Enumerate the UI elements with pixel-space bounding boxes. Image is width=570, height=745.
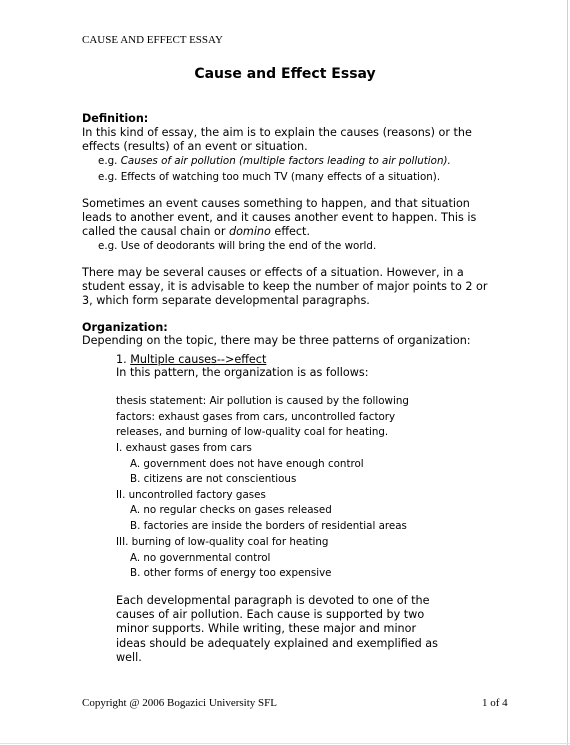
page-edge-bottom [0, 743, 570, 744]
definition-text: In this kind of essay, the aim is to explain the causes (reasons) or the effects (results) of an event or situation. [82, 126, 472, 154]
pattern-name: Multiple causes-->effect [130, 353, 267, 366]
running-header: CAUSE AND EFFECT ESSAY [82, 34, 223, 46]
pattern-1-intro: In this pattern, the organization is as follows: [116, 366, 369, 379]
causal-chain-text: Sometimes an event causes something to happen, and that situation leads to another event, and it causes another event to happen. This is called the causal chain or [82, 197, 477, 239]
outline-point-2b: B. factories are inside the borders of residential areas [130, 520, 407, 532]
organization-heading: Organization: [82, 321, 168, 334]
definition-example-1 [98, 154, 451, 170]
footer-copyright: Copyright @ 2006 Bogazici University SFL [82, 697, 277, 709]
several-causes-paragraph: There may be several causes or effects of a situation. However, in a student essay, it is advisable to keep the number of major points to 2 or 3, which form separate developmental paragraphs. [82, 266, 488, 308]
footer-page-number: 1 of 4 [482, 697, 508, 709]
causal-chain-example: e.g. Use of deodorants will bring the end of the world. [98, 240, 377, 252]
organization-intro: Depending on the topic, there may be three patterns of organization: [82, 334, 471, 347]
outline-point-1b: B. citizens are not conscientious [130, 473, 297, 485]
closing-paragraph: Each developmental paragraph is devoted to one of the causes of air pollution. Each cause is supported by two minor supports. While writing, these major and minor ideas should be adequately explained and exemplified as well. [116, 594, 438, 664]
page-edge-right [567, 0, 568, 745]
outline-point-3b: B. other forms of energy too expensive [130, 567, 332, 579]
causal-chain-italic: domino [228, 225, 271, 239]
pattern-number: 1. [116, 353, 131, 366]
outline-point-2: II. uncontrolled factory gases [116, 489, 266, 501]
example-prefix: e.g. [98, 155, 121, 167]
causal-chain-paragraph [82, 197, 492, 240]
definition-example-2: e.g. Effects of watching too much TV (many effects of a situation). [98, 171, 441, 183]
outline-point-2a: A. no regular checks on gases released [130, 504, 332, 516]
causal-chain-end: effect. [270, 225, 310, 239]
outline-point-3: III. burning of low-quality coal for heating [116, 536, 329, 548]
outline-point-1: I. exhaust gases from cars [116, 442, 252, 454]
outline-point-1a: A. government does not have enough control [130, 458, 364, 470]
outline-thesis: thesis statement: Air pollution is caused by the following factors: exhaust gases from cars, uncontrolled factory releases, and burning of low-quality coal for heating. [116, 395, 409, 439]
outline-point-3a: A. no governmental control [130, 552, 271, 564]
example-text: Causes of air pollution (multiple factors leading to air pollution). [120, 155, 451, 167]
document-title: Cause and Effect Essay [194, 66, 376, 82]
definition-heading: Definition: [82, 112, 149, 125]
